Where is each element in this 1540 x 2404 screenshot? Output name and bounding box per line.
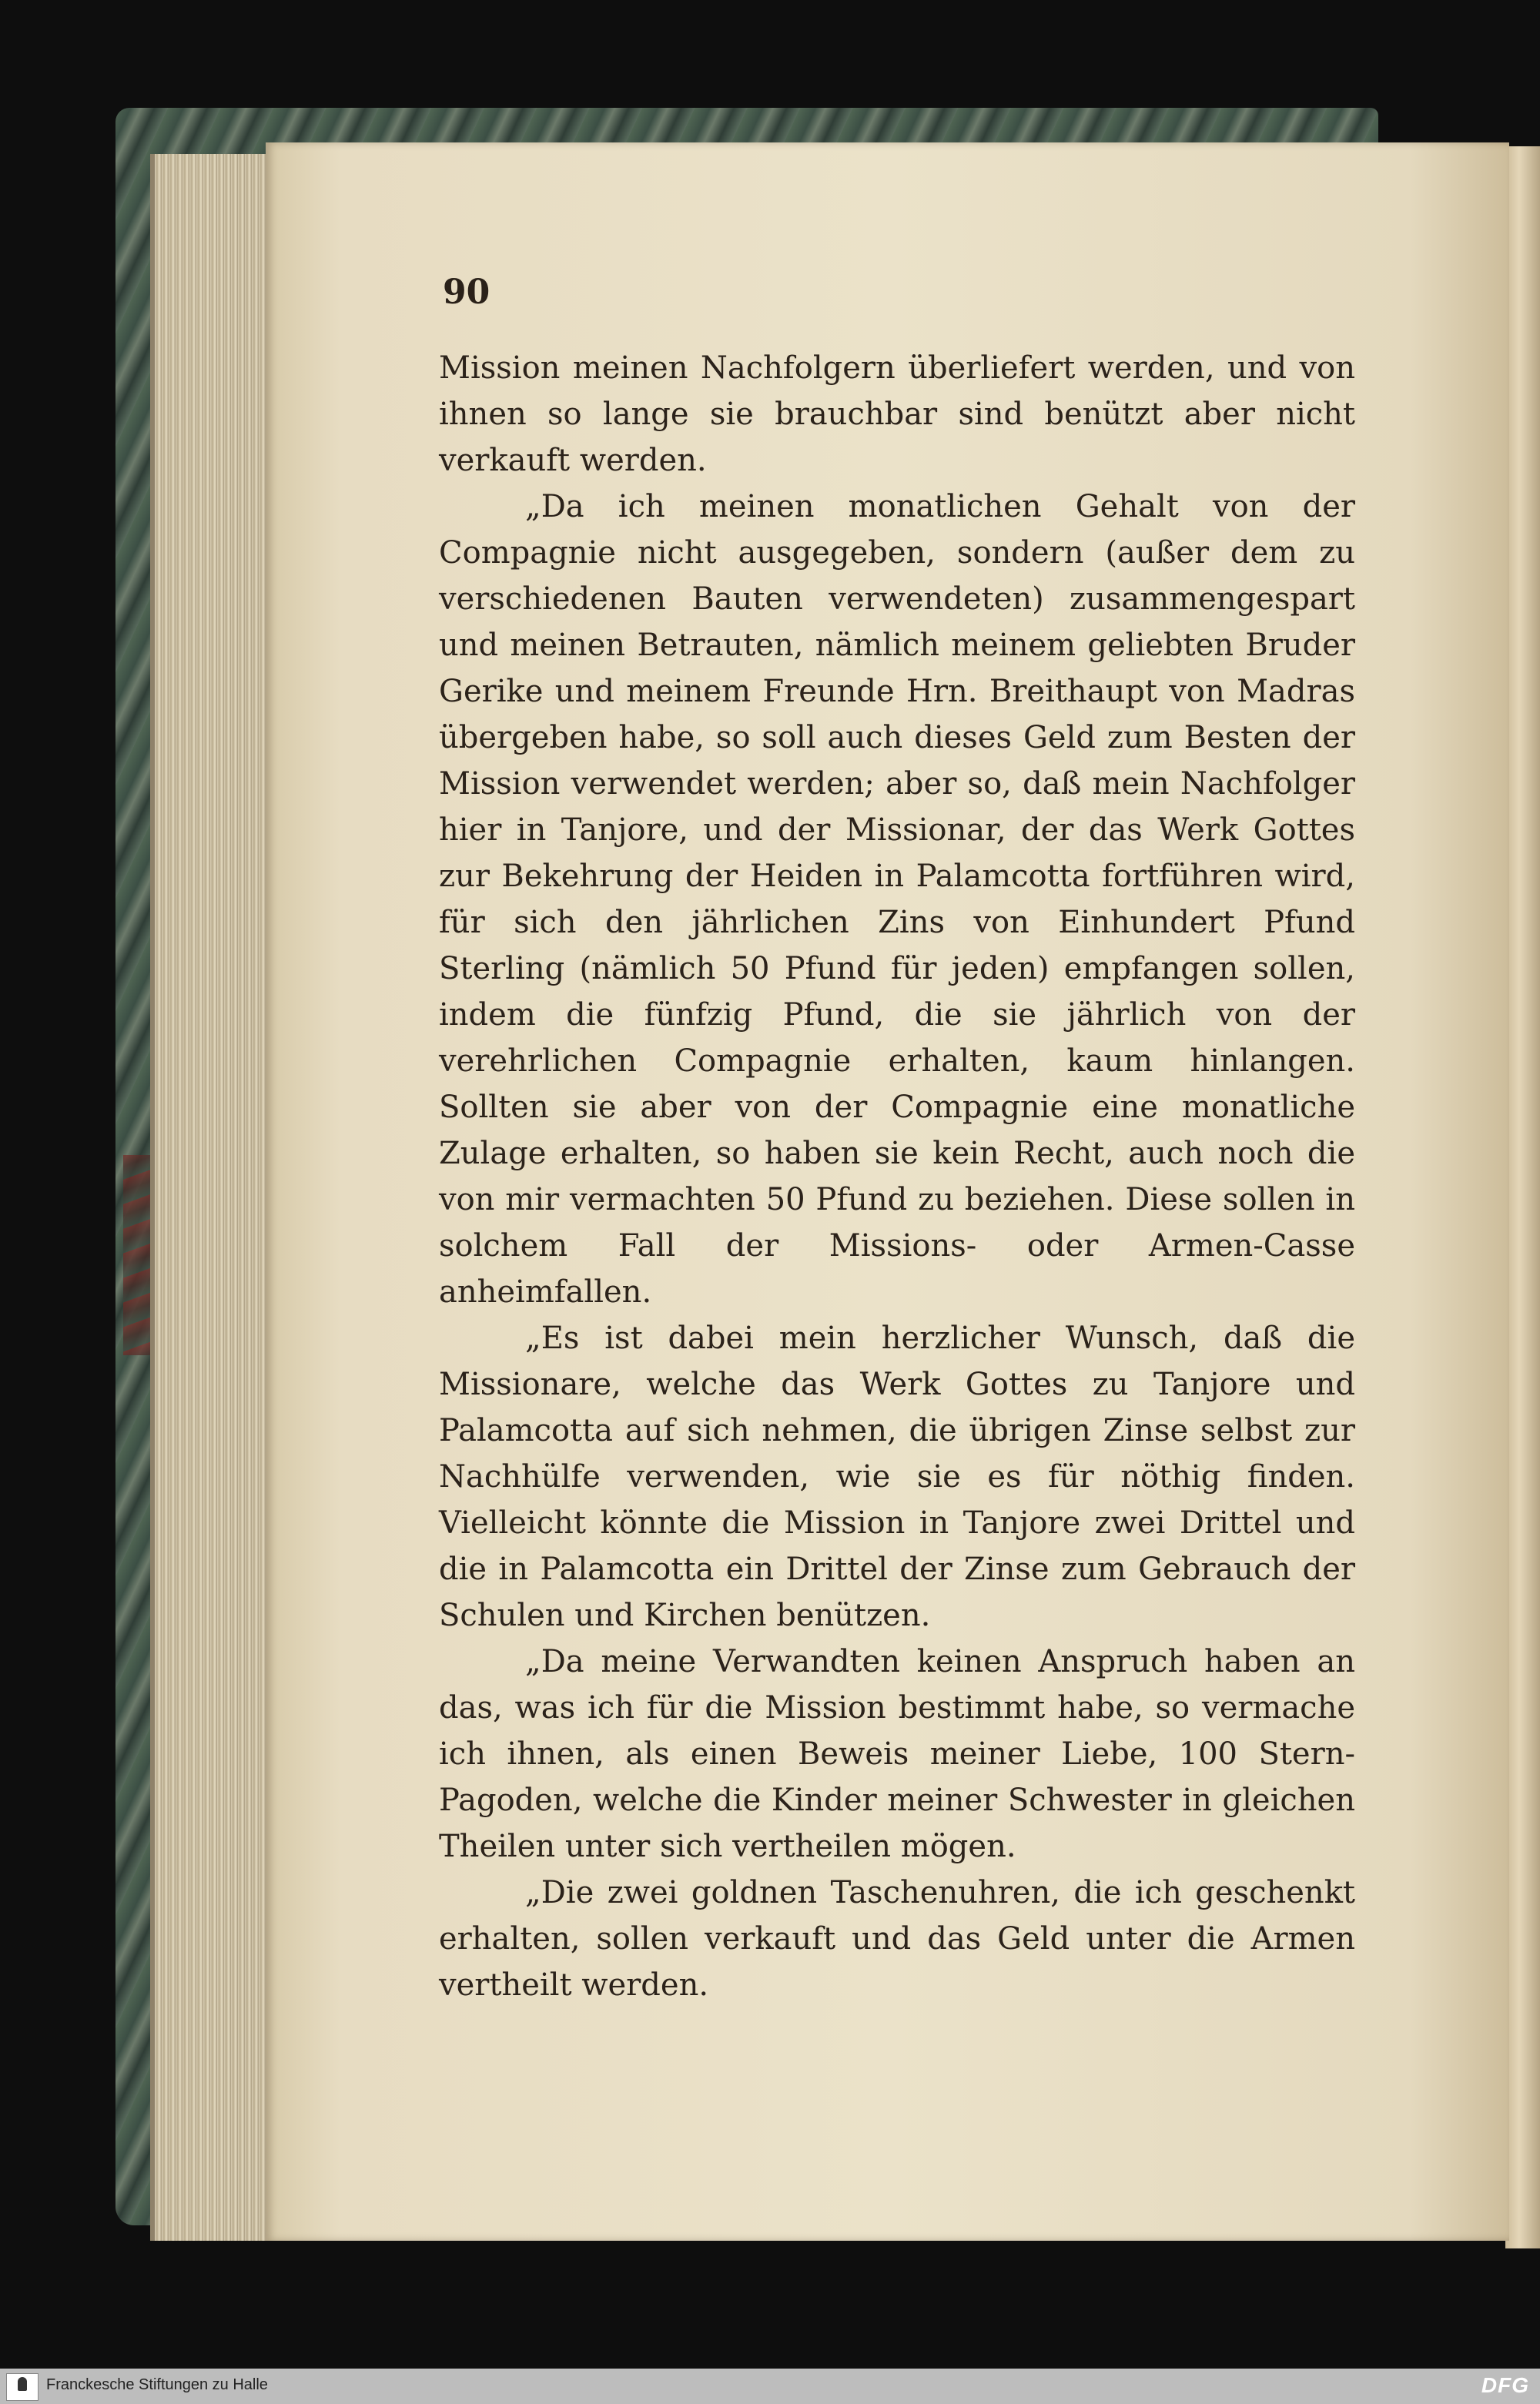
paragraph: „Da meine Verwandten keinen Anspruch haben an das, was ich für die Mission bestimmt habe, so vermache ich ihnen, als einen Beweis meiner Liebe, 100 Stern-Pagoden, welche die Kinder meiner Schwester in gleichen Theilen unter sich vertheilen mögen.: [439, 1644, 1355, 1864]
facing-page-edge: [1505, 146, 1540, 2248]
page-text: [439, 345, 1355, 2008]
footer-bar: [0, 2369, 1540, 2404]
paragraph: Mission meinen Nachfolgern überliefert werden, und von ihnen so lange sie brauchbar sind benützt aber nicht verkauft werden.: [439, 350, 1355, 478]
paragraph: „Die zwei goldnen Taschenuhren, die ich geschenkt erhalten, sollen verkauft und das Geld unter die Armen vertheilt werden.: [439, 1875, 1355, 2003]
institution-name: Franckesche Stiftungen zu Halle: [46, 2376, 268, 2393]
page-number: 90: [443, 273, 490, 312]
institution-logo-icon: [6, 2373, 38, 2401]
paragraph: „Da ich meinen monatlichen Gehalt von der Compagnie nicht ausgegeben, sondern (außer dem zu verschiedenen Bauten verwendeten) zusammengespart und meinen Betrauten, nämlich meinem geliebten Bruder Gerike und meinem Freunde Hrn. Breithaupt von Madras übergeben habe, so soll auch dieses Geld zum Besten der Mission verwendet werden; aber so, daß mein Nachfolger hier in Tanjore, und der Missionar, der das Werk Gottes zur Bekehrung der Heiden in Palamcotta fortführen wird, für sich den jährlichen Zins von Einhundert Pfund Sterling (nämlich 50 Pfund für jeden) empfangen sollen, indem die fünfzig Pfund, die sie jährlich von der verehrlichen Compagnie erhalten, kaum hinlangen. Sollten sie aber von der Compagnie eine monatliche Zulage erhalten, so haben sie kein Recht, auch noch die von mir vermachten 50 Pfund zu beziehen. Diese sollen in solchem Fall der Missions- oder Armen-Casse anheimfallen.: [439, 489, 1355, 1310]
cover-marbling-accent: [123, 1155, 154, 1355]
paragraph: „Es ist dabei mein herzlicher Wunsch, daß die Missionare, welche das Werk Gottes zu Tanjore und Palamcotta auf sich nehmen, die übrigen Zinse selbst zur Nachhülfe verwenden, wie sie es für nöthig finden. Vielleicht könnte die Mission in Tanjore zwei Drittel und die in Palamcotta ein Drittel der Zinse zum Gebrauch der Schulen und Kirchen benützen.: [439, 1321, 1355, 1633]
dfg-logo: DFG: [1481, 2373, 1529, 2397]
